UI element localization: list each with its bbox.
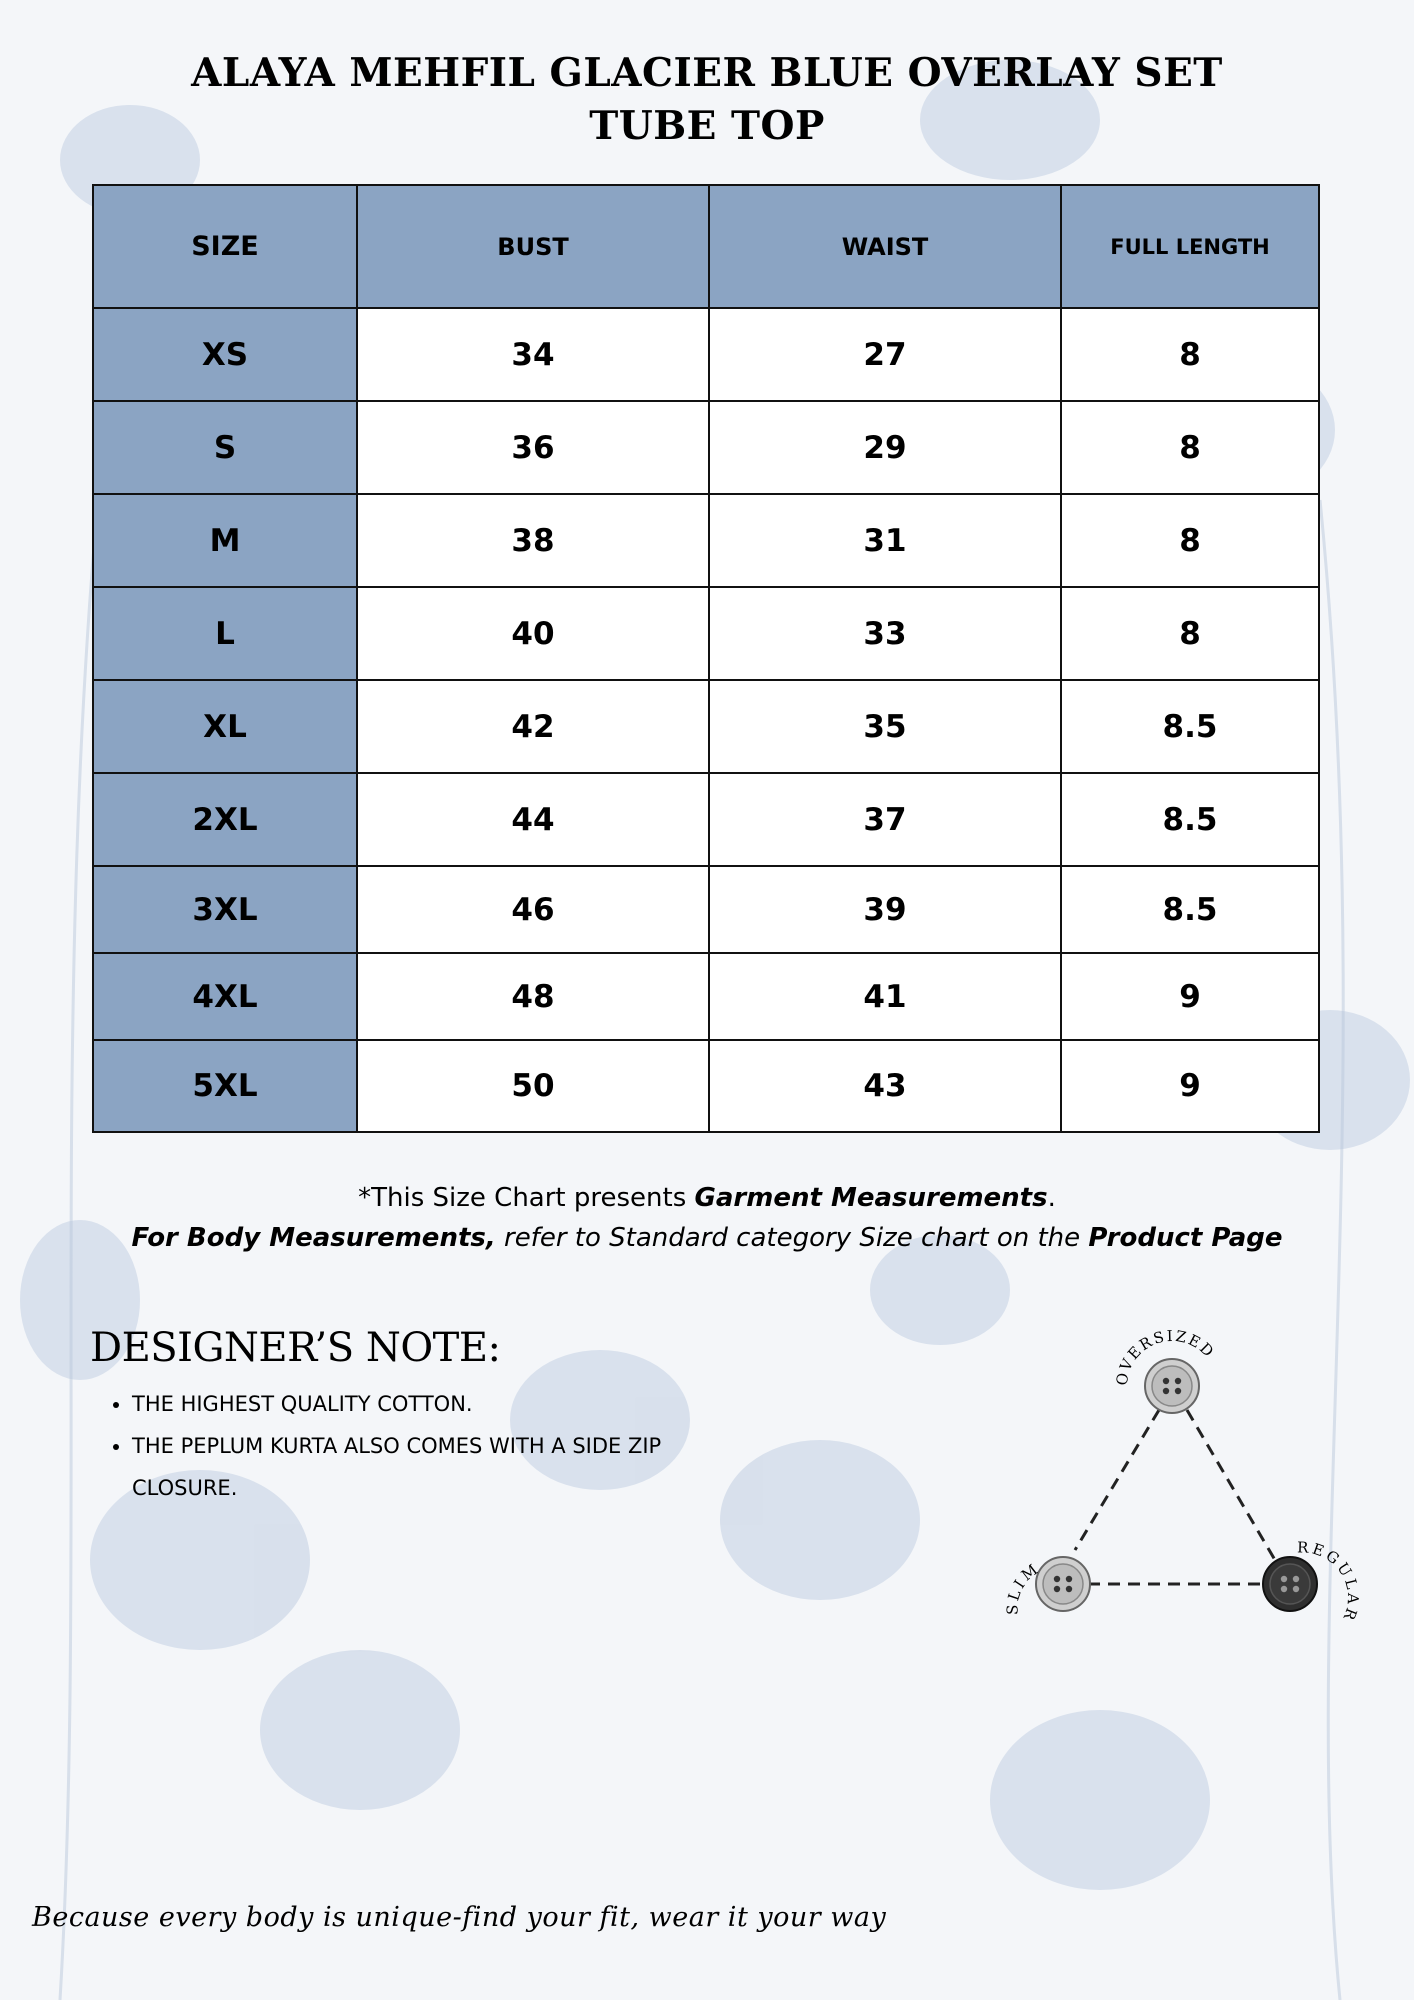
waist-cell: 37 <box>709 773 1061 866</box>
size-cell: M <box>93 494 357 587</box>
table-row <box>93 953 1319 1040</box>
body-measurement-note: For Body Measurements, refer to Standard category Size chart on the Product Page <box>131 1223 1283 1253</box>
bust-cell: 42 <box>357 680 709 773</box>
table-row <box>93 1040 1319 1132</box>
size-cell: 2XL <box>93 773 357 866</box>
page-title: ALAYA MEHFIL GLACIER BLUE OVERLAY SET <box>191 50 1223 96</box>
size-cell: 3XL <box>93 866 357 953</box>
waist-cell: 29 <box>709 401 1061 494</box>
regular-label: REGULAR <box>1296 1538 1363 1626</box>
regular-button-icon <box>1263 1557 1317 1611</box>
full-length-cell: 9 <box>1061 1040 1319 1132</box>
list-item: • THE HIGHEST QUALITY COTTON. <box>132 1383 772 1425</box>
size-cell: XS <box>93 308 357 401</box>
slim-button-icon <box>1036 1557 1090 1611</box>
bust-cell: 50 <box>357 1040 709 1132</box>
bust-cell: 34 <box>357 308 709 401</box>
bust-cell: 40 <box>357 587 709 680</box>
page-subtitle: TUBE TOP <box>589 103 825 149</box>
waist-cell: 35 <box>709 680 1061 773</box>
designers-note-list <box>98 1383 772 1509</box>
size-table <box>92 184 1320 1133</box>
waist-cell: 31 <box>709 494 1061 587</box>
size-cell: S <box>93 401 357 494</box>
oversized-label: OVERSIZED <box>1112 1326 1219 1387</box>
waist-cell: 43 <box>709 1040 1061 1132</box>
garment-measurement-note: *This Size Chart presents Garment Measurements. <box>358 1183 1056 1213</box>
bust-column-header: BUST <box>357 185 709 308</box>
bust-cell: 38 <box>357 494 709 587</box>
table-row <box>93 680 1319 773</box>
full-length-cell: 8.5 <box>1061 866 1319 953</box>
table-row <box>93 308 1319 401</box>
full-length-cell: 8 <box>1061 494 1319 587</box>
list-item: • THE PEPLUM KURTA ALSO COMES WITH A SIDE ZIP CLOSURE. <box>132 1425 772 1509</box>
table-row <box>93 866 1319 953</box>
slim-label: SLIM <box>1003 1558 1044 1616</box>
full-length-cell: 8 <box>1061 587 1319 680</box>
bust-cell: 46 <box>357 866 709 953</box>
waist-cell: 41 <box>709 953 1061 1040</box>
table-row <box>93 773 1319 866</box>
table-row <box>93 494 1319 587</box>
full-length-column-header: FULL LENGTH <box>1061 185 1319 308</box>
waist-cell: 27 <box>709 308 1061 401</box>
waist-column-header: WAIST <box>709 185 1061 308</box>
size-cell: 4XL <box>93 953 357 1040</box>
waist-cell: 33 <box>709 587 1061 680</box>
table-row <box>93 587 1319 680</box>
size-column-header: SIZE <box>93 185 357 308</box>
size-cell: L <box>93 587 357 680</box>
table-row <box>93 401 1319 494</box>
triangle-lines <box>1075 1410 1275 1584</box>
full-length-cell: 8 <box>1061 308 1319 401</box>
full-length-cell: 8.5 <box>1061 773 1319 866</box>
footer-tagline: Because every body is unique-find your fit, wear it your way <box>32 1902 887 1933</box>
waist-cell: 39 <box>709 866 1061 953</box>
full-length-cell: 9 <box>1061 953 1319 1040</box>
size-cell: 5XL <box>93 1040 357 1132</box>
fit-diagram <box>995 1320 1365 1660</box>
size-table-header <box>93 185 1319 308</box>
full-length-cell: 8.5 <box>1061 680 1319 773</box>
oversized-button-icon <box>1145 1359 1199 1413</box>
size-cell: XL <box>93 680 357 773</box>
full-length-cell: 8 <box>1061 401 1319 494</box>
bust-cell: 36 <box>357 401 709 494</box>
bust-cell: 48 <box>357 953 709 1040</box>
bust-cell: 44 <box>357 773 709 866</box>
designers-note-title: DESIGNER’S NOTE: <box>90 1325 501 1371</box>
